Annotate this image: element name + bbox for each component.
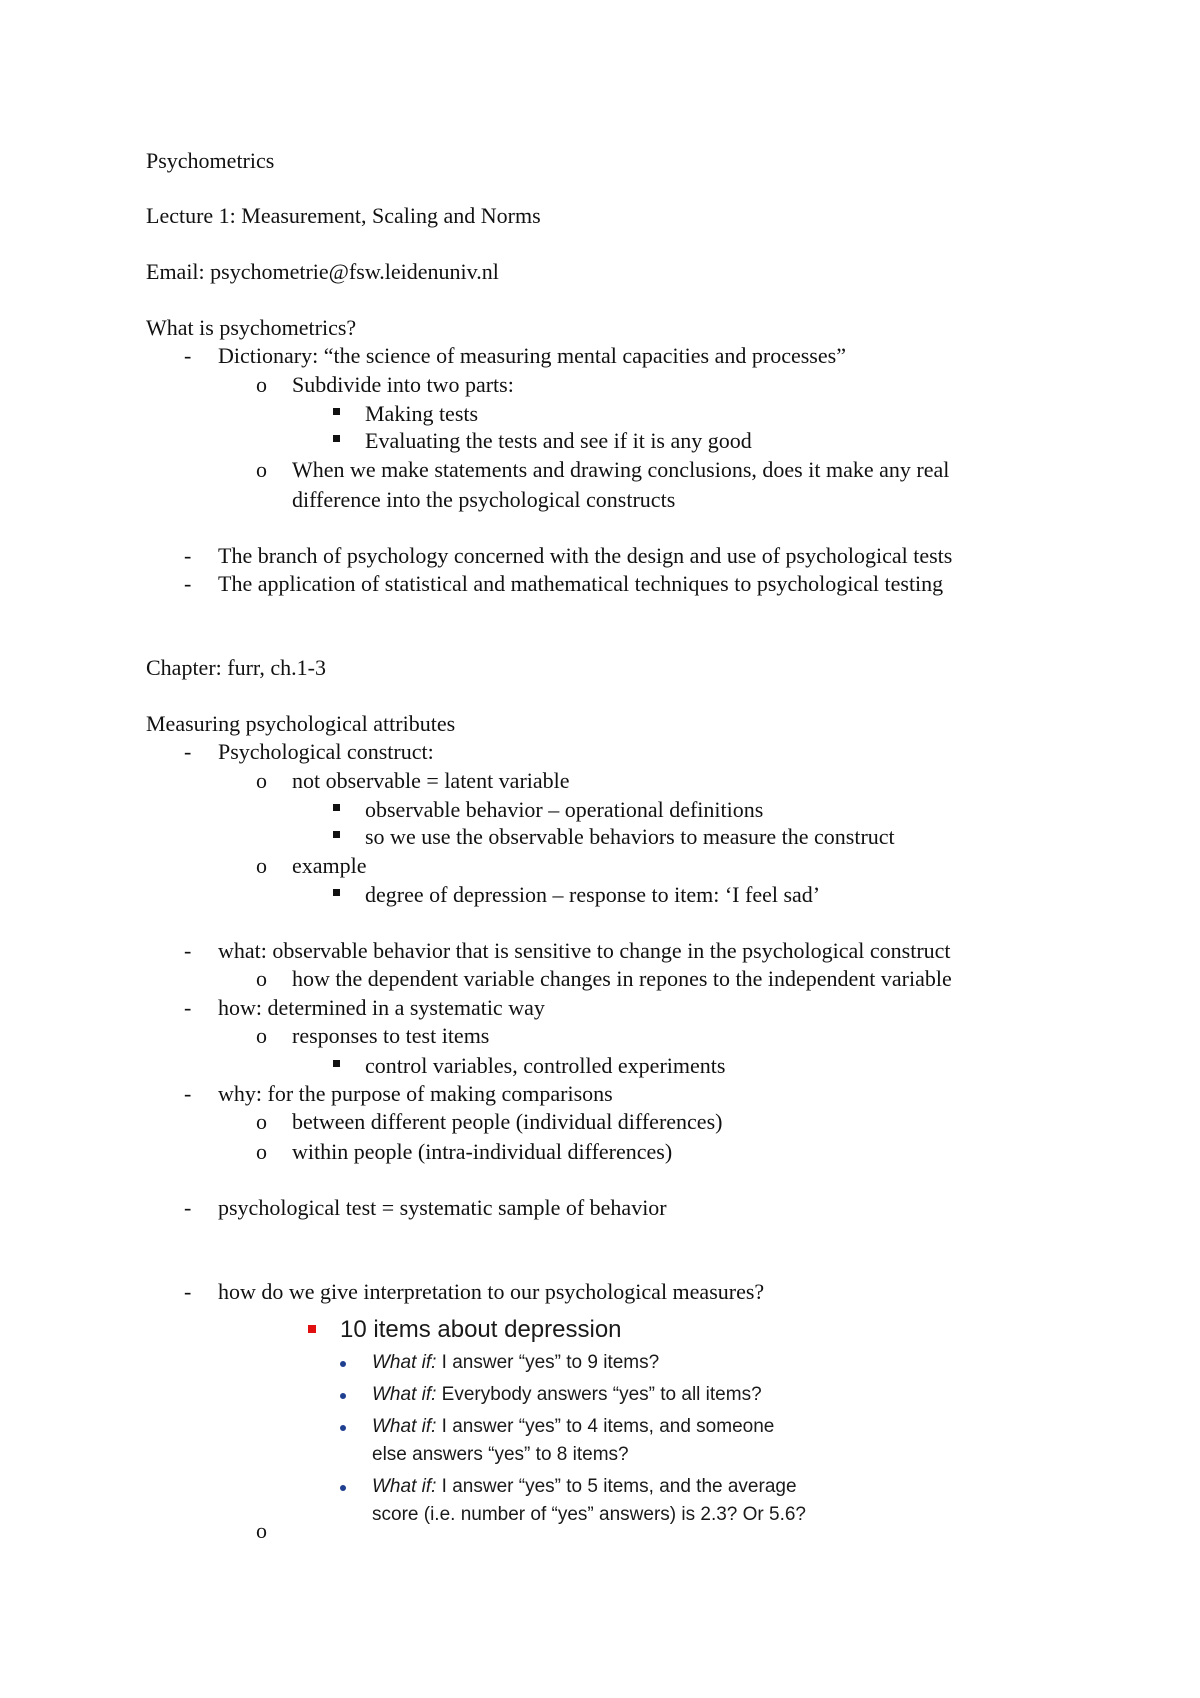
- list-item: how the dependent variable changes in repones to the independent variable: [292, 966, 952, 991]
- dash-marker: -: [184, 543, 192, 568]
- list-item: within people (intra-individual differences): [292, 1139, 673, 1164]
- o-marker: o: [256, 1139, 267, 1164]
- list-item: why: for the purpose of making comparisons: [218, 1081, 613, 1106]
- dash-marker: -: [184, 1279, 192, 1304]
- document-title: Psychometrics: [146, 148, 275, 173]
- dash-marker: -: [184, 938, 192, 963]
- slide-title: 10 items about depression: [340, 1316, 622, 1343]
- list-item: Dictionary: “the science of measuring mental capacities and processes”: [218, 343, 846, 368]
- email-line: Email: psychometrie@fsw.leidenuniv.nl: [146, 259, 499, 284]
- o-marker: o: [256, 966, 267, 991]
- dash-marker: -: [184, 995, 192, 1020]
- section-heading: What is psychometrics?: [146, 315, 357, 340]
- list-item: Evaluating the tests and see if it is any good: [365, 428, 752, 453]
- list-item: control variables, controlled experiments: [365, 1053, 726, 1078]
- blue-dot-bullet: [340, 1361, 346, 1367]
- list-item: between different people (individual differences): [292, 1109, 723, 1134]
- list-item: example: [292, 853, 367, 878]
- o-marker: o: [256, 768, 267, 793]
- list-item: The branch of psychology concerned with the design and use of psychological tests: [218, 543, 953, 568]
- square-bullet: [333, 1060, 340, 1067]
- square-bullet: [333, 804, 340, 811]
- o-marker: o: [256, 1023, 267, 1048]
- o-marker: o: [256, 372, 267, 397]
- o-marker: o: [256, 1518, 267, 1543]
- blue-dot-bullet: [340, 1425, 346, 1431]
- list-item: so we use the observable behaviors to measure the construct: [365, 824, 895, 849]
- list-item: what: observable behavior that is sensitive to change in the psychological construct: [218, 938, 951, 963]
- o-marker: o: [256, 853, 267, 878]
- blue-dot-bullet: [340, 1393, 346, 1399]
- dash-marker: -: [184, 1081, 192, 1106]
- dash-marker: -: [184, 1195, 192, 1220]
- square-bullet: [333, 889, 340, 896]
- slide-bullet: What if: I answer “yes” to 4 items, and someone: [372, 1416, 775, 1437]
- list-item: degree of depression – response to item: ‘I feel sad’: [365, 882, 821, 907]
- blue-dot-bullet: [340, 1485, 346, 1491]
- square-bullet: [333, 408, 340, 415]
- list-item: observable behavior – operational definitions: [365, 797, 764, 822]
- chapter-line: Chapter: furr, ch.1-3: [146, 655, 326, 680]
- o-marker: o: [256, 1109, 267, 1134]
- list-item: Subdivide into two parts:: [292, 372, 514, 397]
- list-item: psychological test = systematic sample of behavior: [218, 1195, 667, 1220]
- red-square-bullet: [308, 1325, 316, 1333]
- lecture-title: Lecture 1: Measurement, Scaling and Norms: [146, 203, 541, 228]
- list-item: Psychological construct:: [218, 739, 434, 764]
- slide-bullet-cont: else answers “yes” to 8 items?: [372, 1444, 629, 1465]
- slide-bullet: What if: Everybody answers “yes” to all items?: [372, 1384, 762, 1405]
- list-item: responses to test items: [292, 1023, 490, 1048]
- dash-marker: -: [184, 343, 192, 368]
- list-item: difference into the psychological constructs: [292, 487, 676, 512]
- list-item: how: determined in a systematic way: [218, 995, 545, 1020]
- o-marker: o: [256, 457, 267, 482]
- list-item: how do we give interpretation to our psychological measures?: [218, 1279, 765, 1304]
- slide-bullet-cont: score (i.e. number of “yes” answers) is 2.3? Or 5.6?: [372, 1504, 806, 1525]
- dash-marker: -: [184, 571, 192, 596]
- list-item: not observable = latent variable: [292, 768, 570, 793]
- dash-marker: -: [184, 739, 192, 764]
- list-item: Making tests: [365, 401, 479, 426]
- embedded-slide-image: [300, 1315, 860, 1540]
- slide-bullet: What if: I answer “yes” to 5 items, and the average: [372, 1476, 797, 1497]
- square-bullet: [333, 435, 340, 442]
- square-bullet: [333, 831, 340, 838]
- list-item: When we make statements and drawing conclusions, does it make any real: [292, 457, 950, 482]
- list-item: The application of statistical and mathematical techniques to psychological testing: [218, 571, 944, 596]
- section-heading: Measuring psychological attributes: [146, 711, 456, 736]
- slide-bullet: What if: I answer “yes” to 9 items?: [372, 1352, 660, 1373]
